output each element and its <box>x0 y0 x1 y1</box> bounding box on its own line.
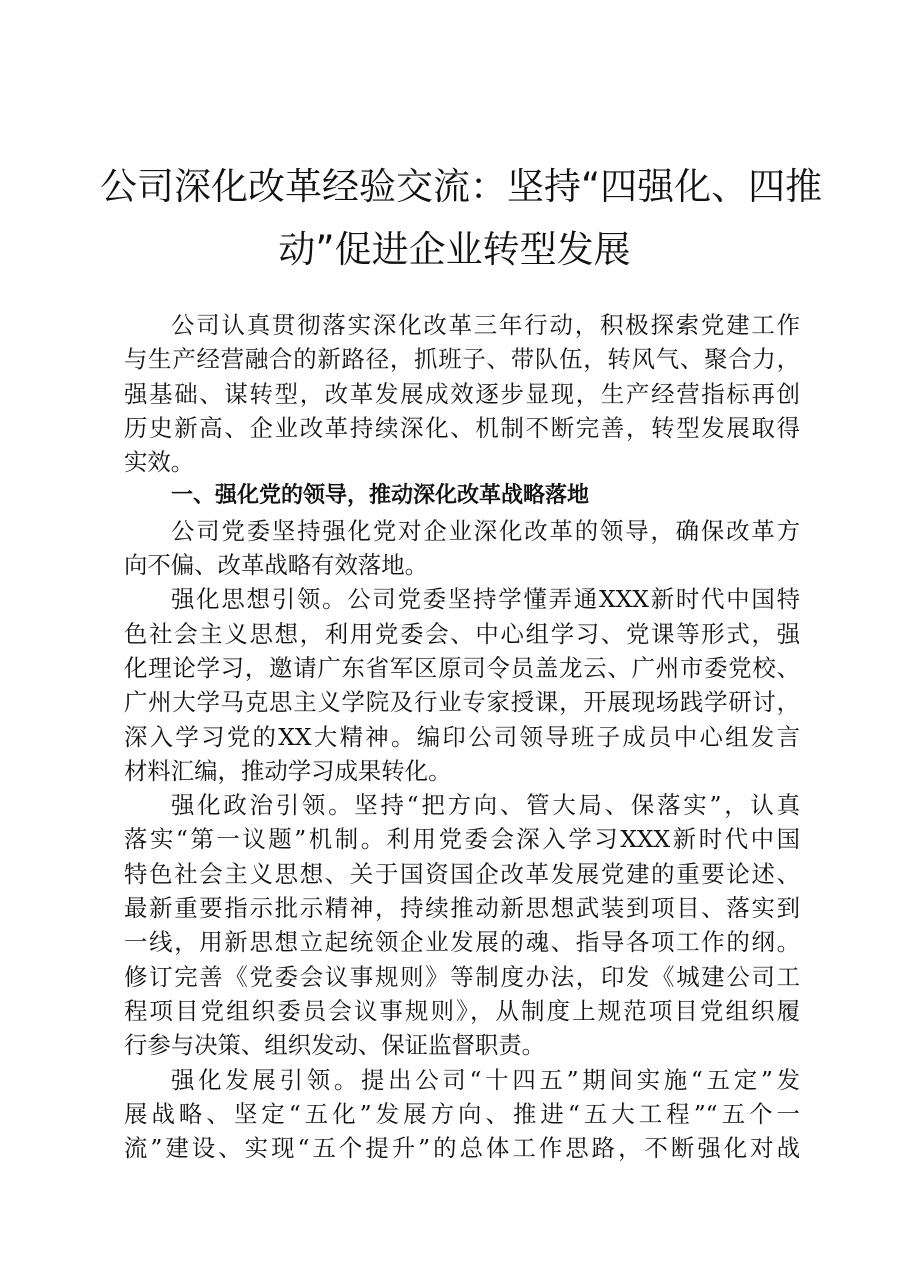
paragraph-development-guidance <box>124 1063 800 1166</box>
text-line: 程项目党组织委员会议事规则》，从制度上规范项目党组织履 <box>124 996 800 1025</box>
text-line: 强化发展引领。提出公司“十四五”期间实施“五定”发 <box>171 1065 800 1094</box>
text-line: 历史新高、企业改革持续深化、机制不断完善，转型发展取得 <box>124 413 800 442</box>
text-line: 最新重要指示批示精神，持续推动新思想武装到项目、落实到 <box>124 894 800 923</box>
text-line: 色社会主义思想，利用党委会、中心组学习、党课等形式，强 <box>124 619 800 648</box>
text-line: 强化政治引领。坚持“把方向、管大局、保落实”，认真 <box>171 791 800 820</box>
text-line: 公司认真贯彻落实深化改革三年行动，积极探索党建工作 <box>171 311 800 339</box>
section-heading <box>124 479 800 513</box>
document-title <box>100 155 823 281</box>
text-line: 与生产经营融合的新路径，抓班子、带队伍，转风气、聚合力， <box>124 345 800 374</box>
text-line: 展战略、坚定“五化”发展方向、推进“五大工程”“五个一 <box>124 1099 800 1128</box>
text-line: 实效。 <box>124 448 195 477</box>
text-line: 化理论学习，邀请广东省军区原司令员盖龙云、广州市委党校、 <box>124 653 800 682</box>
paragraph-political-guidance <box>124 788 800 1062</box>
text-line: 深入学习党的XX大精神。编印公司领导班子成员中心组发言 <box>124 722 800 751</box>
paragraph-thought-guidance <box>124 582 800 788</box>
document-body <box>124 308 800 1165</box>
text-line: 一线，用新思想立起统领企业发展的魂、指导各项工作的纲。 <box>124 928 800 957</box>
text-line: 修订完善《党委会议事规则》等制度办法，印发《城建公司工 <box>124 962 800 991</box>
text-line: 强化思想引领。公司党委坚持学懂弄通XXX新时代中国特 <box>171 585 800 614</box>
text-line: 特色社会主义思想、关于国资国企改革发展党建的重要论述、 <box>124 859 800 888</box>
text-line: 向不偏、改革战略有效落地。 <box>124 551 429 580</box>
text-line: 材料汇编，推动学习成果转化。 <box>124 756 452 785</box>
text-line: 公司党委坚持强化党对企业深化改革的领导，确保改革方 <box>171 516 800 545</box>
title-line-2: 动”促进企业转型发展 <box>278 228 631 271</box>
title-line-1: 公司深化改革经验交流：坚持“四强化、四推 <box>100 165 823 208</box>
text-line: 强基础、谋转型，改革发展成效逐步显现，生产经营指标再创 <box>124 379 800 408</box>
text-line: 行参与决策、组织发动、保证监督职责。 <box>124 1031 546 1060</box>
text-line: 落实“第一议题”机制。利用党委会深入学习XXX新时代中国 <box>124 825 800 854</box>
paragraph-party-leadership <box>124 514 800 583</box>
heading-line: 一、强化党的领导，推动深化改革战略落地 <box>171 483 590 509</box>
text-line: 流”建设、实现“五个提升”的总体工作思路，不断强化对战 <box>124 1134 800 1163</box>
text-line: 广州大学马克思主义学院及行业专家授课，开展现场践学研讨， <box>124 688 800 717</box>
paragraph-intro <box>124 308 800 479</box>
